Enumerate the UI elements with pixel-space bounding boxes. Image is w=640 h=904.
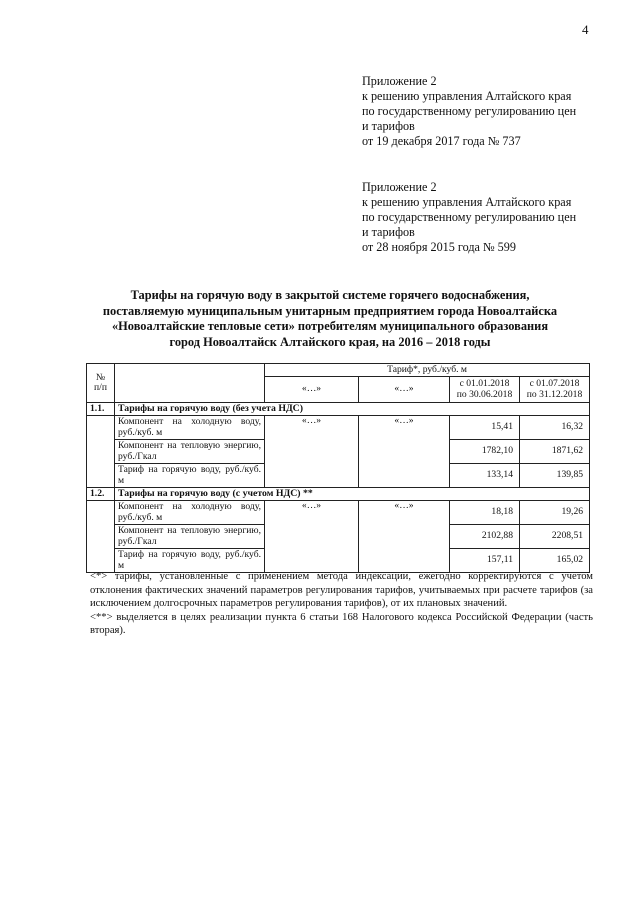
placeholder-cell: «…» [359, 416, 450, 488]
header-num-line: п/п [94, 382, 107, 393]
value-cell: 15,41 [450, 416, 520, 440]
value-cell: 1871,62 [520, 440, 590, 464]
appendix-line: от 19 декабря 2017 года № 737 [362, 134, 521, 148]
title-line: «Новоалтайские тепловые сети» потребителям муниципального образования [111, 319, 549, 333]
appendix-line: Приложение 2 [362, 74, 437, 88]
title-line: Тарифы на горячую воду в закрытой системе горячего водоснабжения, [130, 288, 530, 302]
header-period-1: «…» [265, 377, 359, 403]
value-cell: 157,11 [450, 549, 520, 573]
header-period-4 [520, 377, 590, 403]
appendix-line: к решению управления Алтайского края [362, 195, 572, 209]
row-label [115, 464, 265, 488]
appendix-line: по государственному регулированию цен [362, 104, 577, 118]
value-cell: 19,26 [520, 501, 590, 525]
row-label [115, 440, 265, 464]
footnote-2: <**> выделяется в целях реализации пункта 6 статьи 168 Налогового кодекса Российской Федерации (часть вторая). [90, 611, 593, 637]
section-row [87, 403, 590, 416]
appendix-line: и тарифов [362, 119, 415, 133]
table-row [87, 416, 590, 440]
title-line: город Новоалтайск Алтайского края, на 2016 – 2018 годы [169, 334, 491, 349]
appendix-line: и тарифов [362, 225, 415, 239]
section-number: 1.1. [87, 403, 115, 416]
header-tariff-group: Тариф*, руб./куб. м [265, 364, 590, 377]
header-num-line: № [95, 371, 106, 383]
appendix-block-previous [362, 180, 602, 255]
header-period-line: с 01.01.2018 [459, 378, 510, 389]
appendix-line: к решению управления Алтайского края [362, 89, 572, 103]
header-num-cell [87, 364, 115, 403]
table-row [87, 501, 590, 525]
appendix-line: Приложение 2 [362, 180, 437, 194]
value-cell: 165,02 [520, 549, 590, 573]
header-period-line: с 01.07.2018 [529, 378, 580, 389]
row-label-line: руб./Гкал [118, 535, 157, 547]
section-number: 1.2. [87, 488, 115, 501]
row-label-line: руб./куб. м [118, 426, 163, 438]
footnotes [90, 570, 593, 638]
row-label-line: Компонент на холодную воду, [118, 501, 261, 512]
header-period-2: «…» [359, 377, 450, 403]
row-label [115, 549, 265, 573]
row-label-line: м [118, 559, 125, 571]
row-label-line: руб./куб. м [118, 511, 163, 523]
placeholder-cell: «…» [265, 501, 359, 573]
row-label-line: Компонент на тепловую энергию, [118, 525, 261, 536]
table-header-row [87, 364, 590, 377]
placeholder-cell: «…» [265, 416, 359, 488]
header-period-3 [450, 377, 520, 403]
row-label-line: Тариф на горячую воду, руб./куб. [118, 464, 261, 475]
row-label-line: Компонент на холодную воду, [118, 416, 261, 427]
title-line: поставляемую муниципальным унитарным предприятием города Новоалтайска [102, 303, 558, 318]
document-title [80, 288, 580, 350]
row-label [115, 416, 265, 440]
tariff-table [86, 363, 590, 573]
section-row [87, 488, 590, 501]
header-period-line: по 31.12.2018 [526, 388, 583, 400]
value-cell: 2102,88 [450, 525, 520, 549]
appendix-line: по государственному регулированию цен [362, 210, 577, 224]
value-cell: 2208,51 [520, 525, 590, 549]
appendix-line: от 28 ноября 2015 года № 599 [362, 240, 516, 254]
value-cell: 1782,10 [450, 440, 520, 464]
row-label [115, 501, 265, 525]
placeholder-cell: «…» [359, 501, 450, 573]
row-label-line: Компонент на тепловую энергию, [118, 440, 261, 451]
page-number: 4 [582, 22, 589, 37]
value-cell: 139,85 [520, 464, 590, 488]
header-period-line: по 30.06.2018 [456, 388, 513, 400]
row-label-line: м [118, 474, 125, 486]
row-num-cell [87, 416, 115, 488]
row-label-line: Тариф на горячую воду, руб./куб. [118, 549, 261, 560]
value-cell: 18,18 [450, 501, 520, 525]
row-label [115, 525, 265, 549]
section-title: Тарифы на горячую воду (с учетом НДС) ** [115, 488, 590, 501]
footnote-1: <*> тарифы, установленные с применением метода индексации, ежегодно корректируются с учетом отклонения фактических значений параметров регулирования тарифов, учитываемых при расчете тарифов (за исключением долгосрочных параметров регулирования тарифов), от их плановых значений. [90, 571, 593, 610]
value-cell: 133,14 [450, 464, 520, 488]
row-num-cell [87, 501, 115, 573]
value-cell: 16,32 [520, 416, 590, 440]
appendix-block-current [362, 74, 602, 149]
header-name-cell [115, 364, 265, 403]
section-title: Тарифы на горячую воду (без учета НДС) [115, 403, 590, 416]
row-label-line: руб./Гкал [118, 450, 157, 462]
